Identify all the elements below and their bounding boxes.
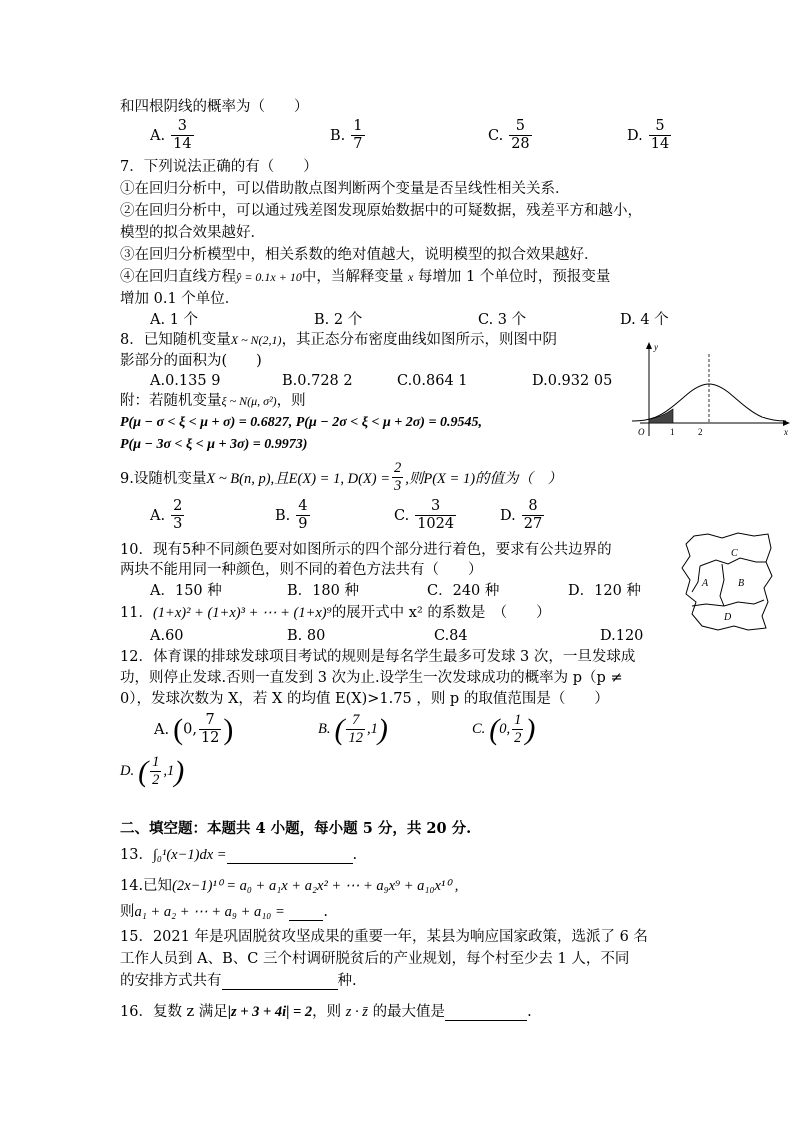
q7-statement-2a: ②在回归分析中，可以通过残差图发现原始数据中的可疑数据，残差平方和越小， (120, 203, 642, 219)
graph-tick-1: 1 (670, 427, 675, 437)
q10-stem-1: 10．现有5种不同颜色要对如图所示的四个部分进行着色，要求有公共边界的 (120, 542, 612, 558)
q8-stem-2: 影部分的面积为( ) (120, 353, 262, 369)
q8-probabilities-1: P(μ − σ < ξ < μ + σ) = 0.6827, P(μ − 2σ < ξ < μ + 2σ) = 0.9545, (120, 415, 482, 430)
q16-stem: 16．复数 z 满足|z + 3 + 4i| = 2，则 z · z̄ 的最大值是 . (120, 1004, 532, 1020)
q13-stem: 13．∫₀¹(x−1)dx = . (120, 847, 358, 863)
map-divider-d (692, 600, 764, 606)
q6-stem: 和四根阴线的概率为（ ） (120, 99, 309, 115)
q12-option-c: C. (0, $\frac{1}{2}$ ) (472, 712, 536, 746)
q6-option-c: C. $\frac{5}{28}$ (488, 118, 530, 152)
q12-option-a: A. (0, $\frac{7}{12}$ ) (154, 712, 234, 746)
q12-stem-1: 12．体育课的排球发球项目考试的规则是每名学生最多可发球 3 次，一旦发球成 (120, 649, 636, 665)
q7-statement-4a: ④在回归直线方程ŷ = 0.1x + 10中，当解释变量 x 每增加 1 个单位时，预报变量 (120, 269, 611, 285)
q14-stem-2: 则a₁ + a₂ + ⋯ + a₉ + a₁₀ = . (120, 904, 328, 920)
region-label-b: B (738, 578, 745, 589)
q7-option-d: D. 4 个 (620, 312, 669, 328)
q8-option-a: A.0.135 9 (150, 373, 221, 389)
graph-y-label: y (654, 342, 658, 352)
map-divider-left (692, 566, 700, 592)
q12-option-d: D. ( $\frac{1}{2}$ ,1) (120, 754, 185, 788)
q9-option-b: B. $\frac{4}{9}$ (275, 498, 308, 532)
q10-option-c: C．240 种 (427, 583, 500, 599)
region-label-a: A (702, 578, 709, 589)
q15-stem-2: 工作人员到 A、B、C 三个村调研脱贫后的产业规划，每个村至少去 1 人，不同 (120, 951, 630, 967)
q8-note: 附：若随机变量ξ ~ N(μ, σ²)，则 (120, 393, 306, 409)
graph-origin-label: O (638, 427, 645, 437)
q8-option-b: B.0.728 2 (282, 373, 353, 389)
q7-option-b: B. 2 个 (314, 312, 363, 328)
region-label-c: C (731, 548, 738, 559)
q10-stem-2: 两块不能用同一种颜色，则不同的着色方法共有（ ） (120, 562, 483, 578)
q7-option-c: C. 3 个 (478, 312, 527, 328)
q6-option-b: B. $\frac{1}{7}$ (330, 118, 363, 152)
q16-answer-blank (445, 1006, 527, 1021)
q10-option-d: D．120 种 (568, 583, 641, 599)
q7-statement-4b: 增加 0.1 个单位． (120, 291, 240, 307)
q10-option-a: A．150 种 (150, 583, 222, 599)
q11-option-b: B. 80 (287, 628, 326, 644)
q11-stem: 11．(1+x)² + (1+x)³ + ⋯ + (1+x)⁹的展开式中 x² 的系数是 （ ） (120, 605, 551, 621)
map-divider-ab (720, 564, 724, 606)
q8-option-c: C.0.864 1 (397, 373, 468, 389)
q9-stem: 9.设随机变量X ~ B(n, p),且E(X) = 1, D(X) = $\frac{2}{3}$ ,则P(X = 1)的值为（ ） (120, 460, 563, 494)
q11-option-d: D.120 (600, 628, 644, 644)
q11-option-a: A.60 (150, 628, 184, 644)
q15-stem-3: 的安排方式共有 种. (120, 973, 357, 989)
q12-stem-2: 功，则停止发球.否则一直发到 3 次为止.设学生一次发球成功的概率为 p（p ≠ (120, 670, 623, 686)
q9-option-a: A. $\frac{2}{3}$ (150, 498, 183, 532)
q9-option-d: D. $\frac{8}{27}$ (500, 498, 543, 532)
section-2-heading: 二、填空题：本题共 4 小题，每小题 5 分，共 20 分. (120, 820, 472, 837)
q7-statement-3: ③在回归分析模型中，相关系数的绝对值越大，说明模型的拟合效果越好． (120, 247, 599, 263)
q14-answer-blank (289, 906, 323, 921)
q14-stem-1: 14.已知(2x−1)¹⁰ = a₀ + a₁x + a₂x² + ⋯ + a₉x⁹ + a₁₀x¹⁰ , (120, 878, 459, 894)
q10-option-b: B．180 种 (287, 583, 359, 599)
graph-y-arrow (646, 342, 652, 349)
shaded-region (649, 409, 673, 423)
graph-x-label: x (784, 427, 788, 437)
q6-option-a: A. $\frac{3}{14}$ (150, 118, 192, 152)
q8-stem-1: 8．已知随机变量X ~ N(2,1)，其正态分布密度曲线如图所示，则图中阴 (120, 332, 558, 348)
q15-answer-blank (222, 975, 338, 990)
q11-option-c: C.84 (434, 628, 468, 644)
graph-tick-2: 2 (698, 427, 703, 437)
region-label-d: D (724, 612, 732, 623)
map-divider-c (700, 558, 766, 566)
q9-option-c: C. $\frac{3}{1024}$ (394, 498, 455, 532)
q8-probabilities-2: P(μ − 3σ < ξ < μ + 3σ) = 0.9973) (120, 437, 308, 452)
q6-option-d: D. $\frac{5}{14}$ (627, 118, 670, 152)
normal-curve-graph (618, 340, 794, 440)
q15-stem-1: 15．2021 年是巩固脱贫攻坚成果的重要一年，某县为响应国家政策，选派了 6 名 (120, 929, 648, 945)
q7-statement-2b: 模型的拟合效果越好． (120, 225, 265, 241)
q12-stem-3: 0），发球次数为 X，若 X 的均值 E(X)>1.75 ，则 p 的取值范围是（ ） (120, 691, 609, 707)
q7-stem: 7．下列说法正确的有（ ） (120, 159, 318, 175)
q7-statement-1: ①在回归分析中，可以借助散点图判断两个变量是否呈线性相关关系． (120, 181, 570, 197)
region-map-diagram (676, 530, 776, 636)
q7-option-a: A. 1 个 (150, 312, 199, 328)
q12-option-b: B. ( $\frac{7}{12}$ ,1) (318, 712, 388, 746)
q13-answer-blank (227, 849, 353, 864)
q8-option-d: D.0.932 05 (532, 373, 613, 389)
